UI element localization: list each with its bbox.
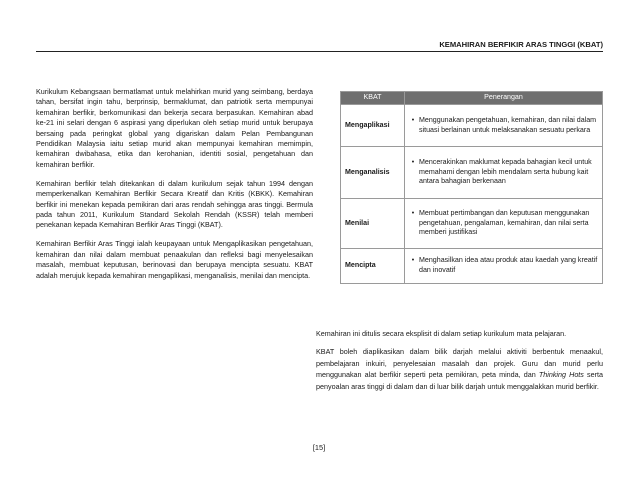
- page-header-title: KEMAHIRAN BERFIKIR ARAS TINGGI (KBAT): [439, 40, 603, 49]
- left-paragraph: Kemahiran Berfikir Aras Tinggi ialah keupayaan untuk Mengaplikasikan pengetahuan, kemahiran dan nilai dalam membuat penaakulan dan refleksi bagi menyelesaikan masalah, membuat keputusan, berinovasi dan berupaya mencipta sesuatu. KBAT adalah merujuk kepada kemahiran mengaplikasi, menganalisis, menilai dan mencipta.: [36, 239, 313, 280]
- bullet-icon: •: [411, 116, 415, 124]
- table-row: [341, 249, 603, 284]
- bullet-icon: •: [411, 158, 415, 166]
- thinking-hots-term: Thinking Hots: [538, 370, 584, 380]
- kbat-description: Menggunakan pengetahuan, kemahiran, dan nilai dalam situasi berlainan untuk melaksanakan sesuatu perkara: [419, 115, 597, 134]
- kbat-description: Membuat pertimbangan dan keputusan menggunakan pengetahuan, pengalaman, kemahiran, dan nilai serta memberi justifikasi: [419, 208, 590, 237]
- left-paragraph: Kemahiran berfikir telah ditekankan di dalam kurikulum sejak tahun 1994 dengan memperkenalkan Kemahiran Berfikir Secara Kreatif dan Kritis (KBKK). Kemahiran berfikir ini menekan kepada pemikiran dari aras rendah sehingga aras tinggi. Bermula pada tahun 2011, Kurikulum Standard Sekolah Rendah (KSSR) telah memberi penekanan kepada Kemahiran Berfikir Aras Tinggi (KBAT).: [36, 178, 313, 230]
- table-header-kbat: KBAT: [341, 92, 405, 105]
- table-header-penerangan: Penerangan: [405, 92, 603, 105]
- kbat-description: Mencerakinkan maklumat kepada bahagian kecil untuk memahami dengan lebih mendalam serta hubung kait antara bahagian berkenaan: [419, 157, 592, 186]
- left-paragraph: Kurikulum Kebangsaan bermatlamat untuk melahirkan murid yang seimbang, berdaya tahan, bersifat ingin tahu, berprinsip, bermaklumat, dan patriotik serta mempunyai kemahiran berfikir, berkomunikasi dan bekerja secara berpasukan. Kemahiran abad ke-21 ini selari dengan 6 aspirasi yang diperlukan oleh setiap murid untuk berupaya bersaing pada peringkat global yang digariskan dalam Pelan Pembangunan Pendidikan Malaysia iaitu setiap murid akan mempunyai kemahiran memimpin, kemahiran dwibahasa, etika dan kerohanian, identiti sosial, pengetahuan dan kemahiran berfikir.: [36, 87, 313, 169]
- kbat-description-cell: [405, 199, 603, 249]
- header-divider: [36, 51, 603, 52]
- table-row: [341, 199, 603, 249]
- bullet-icon: •: [411, 209, 415, 217]
- left-column: [36, 87, 313, 290]
- table-header-row: [341, 92, 603, 105]
- kbat-term: Menganalisis: [341, 147, 405, 199]
- table-row: [341, 147, 603, 199]
- right-paragraph: [316, 346, 603, 393]
- kbat-description: Menghasilkan idea atau produk atau kaedah yang kreatif dan inovatif: [419, 256, 598, 274]
- right-paragraph-text: KBAT boleh diaplikasikan dalam bilik darjah melalui aktiviti berbentuk menaakul, pembelajaran inkuiri, penyelesaian masalah dan projek. Guru dan murid perlu menggunakan alat berfikir seperti peta pemikiran, peta minda, dan: [316, 346, 603, 380]
- kbat-description-cell: [405, 249, 603, 284]
- kbat-term: Menilai: [341, 199, 405, 249]
- bullet-icon: •: [411, 257, 415, 265]
- right-paragraph: Kemahiran ini ditulis secara eksplisit di dalam setiap kurikulum mata pelajaran.: [316, 329, 567, 338]
- kbat-description-cell: [405, 147, 603, 199]
- page-number: [15]: [312, 443, 326, 452]
- kbat-term: Mencipta: [341, 249, 405, 284]
- right-column: [316, 328, 603, 399]
- kbat-table: [340, 91, 603, 284]
- kbat-term: Mengaplikasi: [341, 105, 405, 147]
- right-paragraph-text: serta penyoalan aras tinggi di dalam dan di luar bilik darjah untuk menggalakkan murid berfikir.: [316, 370, 603, 392]
- table-row: [341, 105, 603, 147]
- kbat-description-cell: [405, 105, 603, 147]
